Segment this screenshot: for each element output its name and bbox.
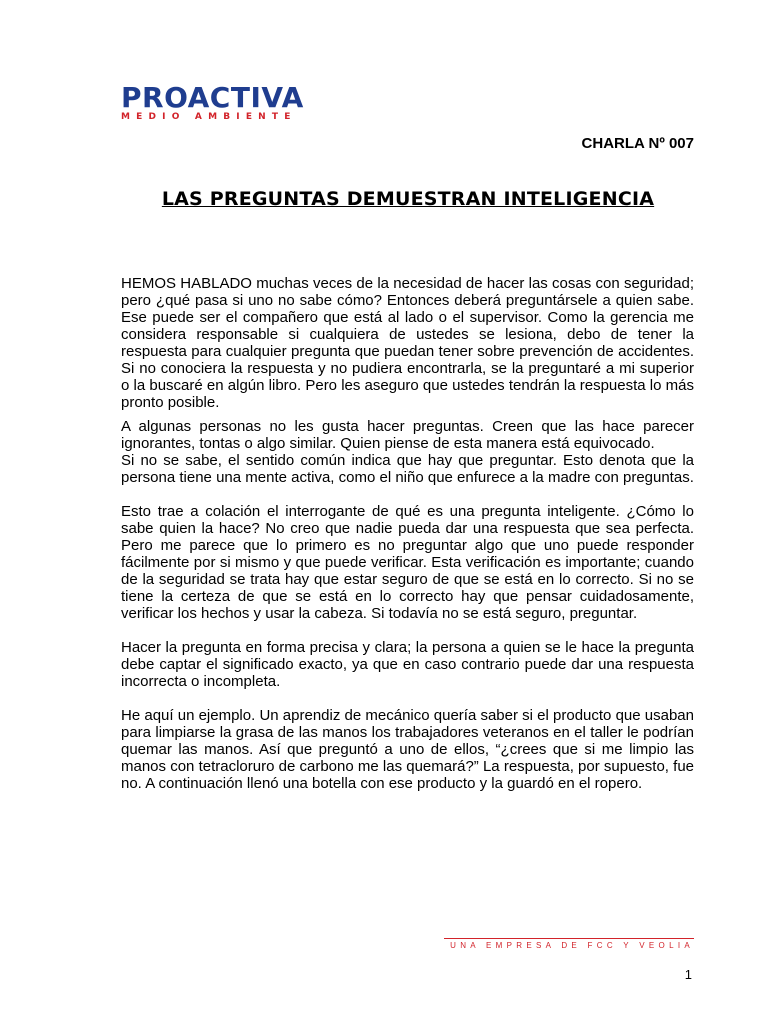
paragraph: HEMOS HABLADO muchas veces de la necesidad de hacer las cosas con seguridad; pero ¿qué pasa si uno no sabe cómo? Entonces deberá preguntársele a quien sabe. Ese puede ser el compañero que está al lado o el supervisor. Como la gerencia me considera responsable si cualquiera de ustedes se lesiona, debo de tener la respuesta para cualquier pregunta que puedan tener sobre prevención de accidentes. Si no conociera la respuesta y no pudiera encontrarla, se la preguntaré a mi superior o la buscaré en algún libro. Pero les aseguro que ustedes tendrán la respuesta lo más pronto posible.	[121, 275, 694, 411]
document-title: LAS PREGUNTAS DEMUESTRAN INTELIGENCIA	[161, 188, 655, 210]
paragraph: Si no se sabe, el sentido común indica que hay que preguntar. Esto denota que la persona tiene una mente activa, como el niño que enfurece a la madre con preguntas.	[121, 452, 694, 486]
page-number: 1	[684, 967, 692, 982]
logo-tagline: MEDIO AMBIENTE	[121, 112, 297, 122]
company-logo	[121, 81, 321, 122]
paragraph: A algunas personas no les gusta hacer preguntas. Creen que las hace parecer ignorantes, tontas o algo similar. Quien piense de esta manera está equivocado.	[121, 418, 694, 452]
footer-company: UNA EMPRESA DE FCC Y VEOLIA	[450, 941, 694, 950]
paragraph: Esto trae a colación el interrogante de qué es una pregunta inteligente. ¿Cómo lo sabe quien la hace? No creo que nadie pueda dar una respuesta que sea perfecta. Pero me parece que lo primero es no preguntar algo que uno puede responder fácilmente por si mismo y que puede verificar. Esta verificación es importante; cuando de la seguridad se trata hay que estar seguro de que se está en lo correcto. Si no se tiene la certeza de que se está en lo correcto hay que pensar cuidadosamente, verificar los hechos y usar la cabeza. Si todavía no se está seguro, preguntar.	[121, 503, 694, 622]
paragraph: Hacer la pregunta en forma precisa y clara; la persona a quien se le hace la pregunta debe captar el significado exacto, ya que en caso contrario puede dar una respuesta incorrecta o incompleta.	[121, 639, 694, 690]
document-body	[121, 275, 694, 792]
talk-number: CHARLA Nº 007	[581, 135, 694, 152]
logo-wordmark: PROACTIVA	[121, 81, 304, 114]
footer-divider	[444, 938, 694, 939]
paragraph: He aquí un ejemplo. Un aprendiz de mecánico quería saber si el producto que usaban para limpiarse la grasa de las manos los trabajadores veteranos en el taller le podrían quemar las manos. Así que preguntó a uno de ellos, “¿crees que si me limpio las manos con tetracloruro de carbono me las quemará?” La respuesta, por supuesto, fue no. A continuación llenó una botella con ese producto y la guardó en el ropero.	[121, 707, 694, 792]
